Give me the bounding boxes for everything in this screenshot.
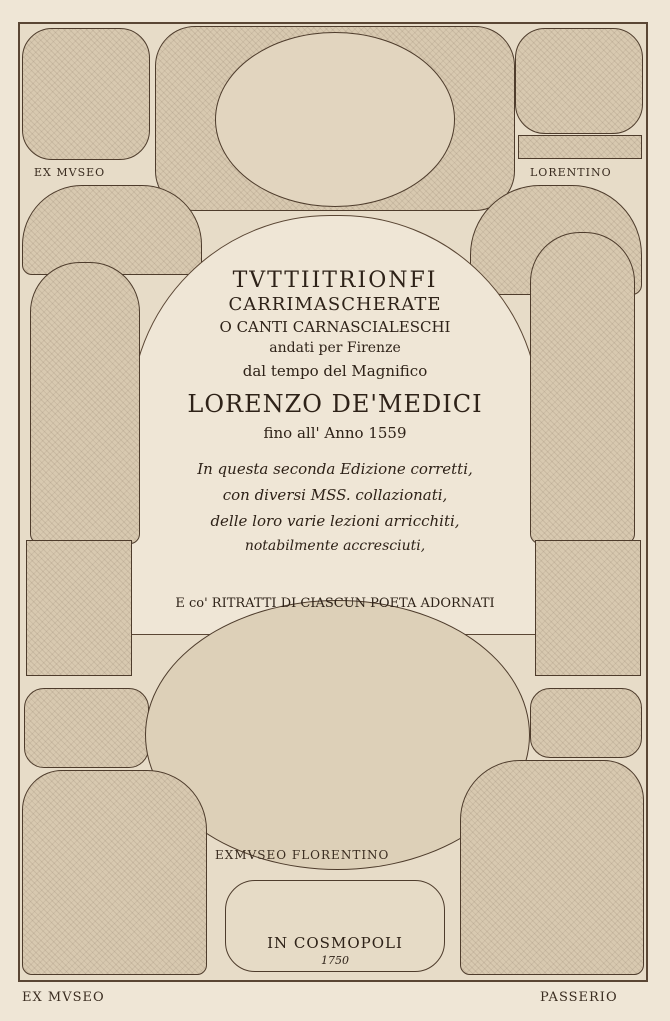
title-line-3: O CANTI CARNASCIALESCHI <box>219 318 451 336</box>
title-line-8: In questa seconda Edizione corretti, <box>197 460 473 478</box>
title-line-7: fino all' Anno 1559 <box>263 424 407 442</box>
female-head-top-right <box>515 28 643 134</box>
label-top-right: LORENTINO <box>530 166 612 179</box>
title-line-6: LORENZO DE'MEDICI <box>187 390 483 418</box>
imprint-year: 1750 <box>321 954 349 967</box>
title-line-1: TVTTIITRIONFI <box>232 268 438 293</box>
top-cameo-satyr-and-goat <box>215 32 455 207</box>
label-bottom-right: PASSERIO <box>540 990 618 1005</box>
title-line-4: andati per Firenze <box>269 340 401 356</box>
grape-vine-left <box>22 185 202 275</box>
label-bottom-left: EX MVSEO <box>22 990 105 1005</box>
title-line-10: delle loro varie lezioni arricchiti, <box>210 512 460 530</box>
panther-right <box>530 688 642 758</box>
meander-frieze <box>518 135 642 159</box>
title-line-11: notabilmente accresciuti, <box>244 538 426 554</box>
title-line-5: dal tempo del Magnifico <box>242 362 428 380</box>
imprint-place: IN COSMOPOLI <box>267 934 403 952</box>
title-line-2: CARRIMASCHERATE <box>228 294 442 315</box>
label-top-left: EX MVSEO <box>34 166 106 179</box>
title-line-12: E co' RITRATTI DI CIASCUN POETA ADORNATI <box>175 596 495 611</box>
medallion-caption: EXMVSEO FLORENTINO <box>215 848 390 862</box>
panther-left <box>24 688 149 768</box>
satyr-mask-top-left <box>22 28 150 160</box>
title-line-9: con diversi MSS. collazionati, <box>222 486 448 504</box>
